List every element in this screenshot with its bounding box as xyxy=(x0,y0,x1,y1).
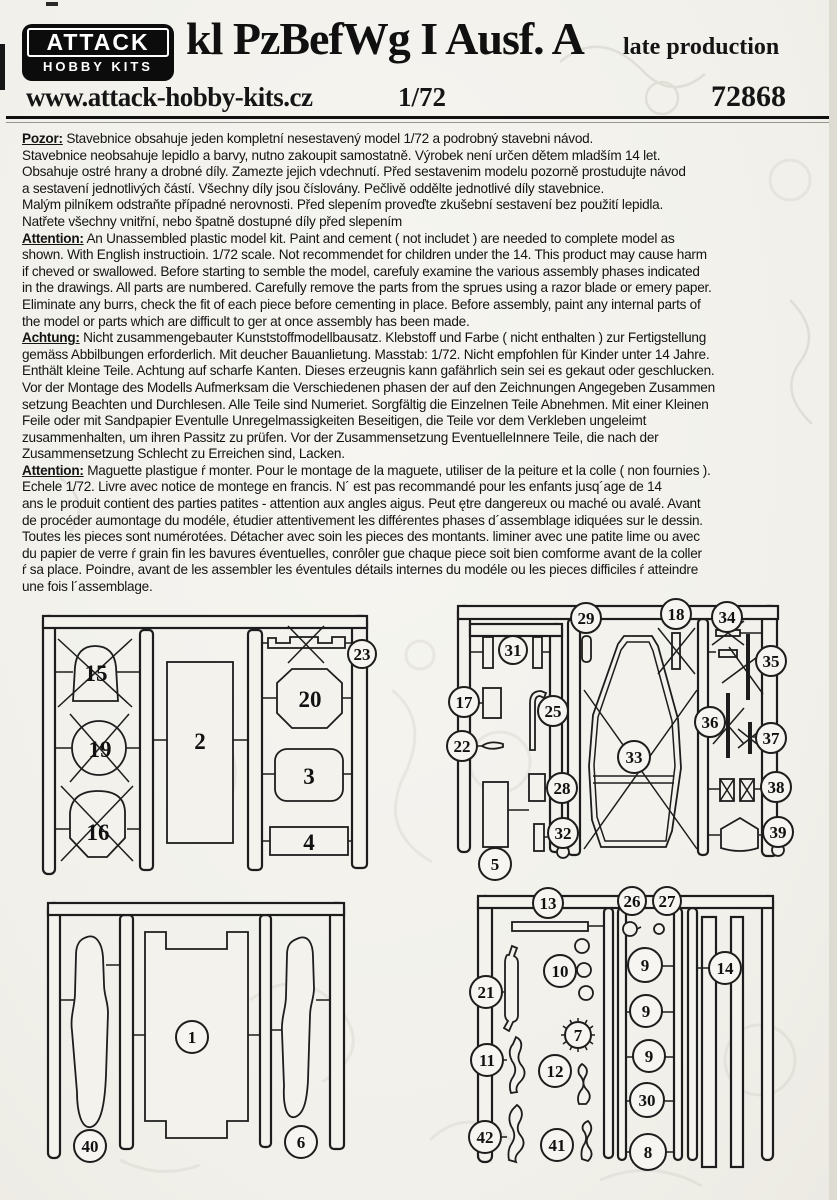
part-label-22 xyxy=(447,731,477,761)
logo-hobby-kits-text: HOBBY KITS xyxy=(43,59,153,74)
text-line: Obsahuje ostré hrany a drobné díly. Zamezte jejich vdechnutí. Před sestavenim modelu pozorně prostudujte návod xyxy=(22,164,686,180)
paragraph-lead: Attention: xyxy=(22,462,84,478)
text-line: Vor der Montage des Modells Aufmerksam die Verschiedenen phasen der auf den Zeichnungen Angegeben Zusammen xyxy=(22,379,715,395)
part-label-39 xyxy=(763,817,793,847)
paragraph-lead: Achtung: xyxy=(22,330,80,346)
text-line: ans le produit contient des parties patites - attention aux angles aigus. Peut ętre dangereux ou maché ou avalé. Avant xyxy=(22,496,701,512)
part-13-bar xyxy=(512,922,588,931)
sprue-top-right xyxy=(447,599,793,880)
svg-text:10: 10 xyxy=(551,962,569,981)
part-number-2: 2 xyxy=(194,729,206,754)
svg-text:9: 9 xyxy=(640,956,650,975)
part-7-sprocket xyxy=(561,1018,595,1052)
part-number-4: 4 xyxy=(303,830,315,855)
svg-text:23: 23 xyxy=(353,645,371,664)
sprue-top-left xyxy=(43,616,376,874)
part-26-27-small xyxy=(623,922,664,936)
svg-text:41: 41 xyxy=(548,1136,566,1155)
text-line: Echele 1/72. Livre avec notice de montege en francis. N´ est pas recommandé pour les enfants jusq´age de 14 xyxy=(22,479,662,495)
text-line: Attention: An Unassembled plastic model kit. Paint and cement ( not includet ) are needed to complete model as xyxy=(22,230,675,246)
svg-text:22: 22 xyxy=(453,737,471,756)
text-line: ŕ sa place. Poindre, avant de les assembler les éventules détails internes du modéle ou les pieces difficiles ŕ atteindre xyxy=(22,562,699,578)
part-label-35 xyxy=(756,646,786,676)
text-line: Enthält kleine Teile. Achtung auf scharfe Kanten. Dieses erzeugnis kann gafährlich sein sei es gekaut oder geschlucken. xyxy=(22,363,715,379)
part-label-13 xyxy=(533,888,563,918)
text-line: zusammenhalten, um ihren Passitz zu prüfen. Vor der Zusammensetzung EventuelleInnere Teile, die nach der xyxy=(22,429,659,445)
svg-text:38: 38 xyxy=(767,778,785,797)
part-19 xyxy=(70,714,129,782)
scan-artifact-mark xyxy=(0,44,5,90)
sprue-bottom-left xyxy=(48,903,344,1162)
svg-text:39: 39 xyxy=(769,823,787,842)
part-label-32 xyxy=(548,818,578,848)
text-line: une fois l´assemblage. xyxy=(22,579,153,595)
part-label-9a xyxy=(628,948,662,982)
part-label-23 xyxy=(348,640,376,668)
scan-artifact-mark xyxy=(46,2,58,6)
part-label-28 xyxy=(547,773,577,803)
text-line: Malým pilníkem odstraňte případné nerovnosti. Před slepením proveďte zkušební sestavení bez použití lepidla. xyxy=(22,197,664,213)
header-rule-shadow xyxy=(6,122,830,123)
attack-hobby-kits-logo xyxy=(22,24,174,81)
logo-attack-text: ATTACK xyxy=(27,28,169,57)
kit-subtitle: late production xyxy=(623,34,780,60)
svg-text:25: 25 xyxy=(544,702,562,721)
svg-text:11: 11 xyxy=(478,1051,496,1070)
text-line: Zusammensetzung Schlecht zu Erreichen sind, Lacken. xyxy=(22,446,345,462)
part-4 xyxy=(270,827,348,855)
part-label-42 xyxy=(469,1121,501,1153)
kit-scale: 1/72 xyxy=(398,82,447,112)
text-line: Eliminate any burrs, check the fit of each piece before cementing in place. Before assembly, paint any internal parts of xyxy=(22,296,701,312)
part-label-29 xyxy=(571,603,601,633)
part-label-37 xyxy=(756,723,786,753)
svg-text:7: 7 xyxy=(573,1026,583,1045)
instruction-text xyxy=(22,131,828,596)
part-5 xyxy=(483,782,508,847)
svg-text:1: 1 xyxy=(187,1028,197,1047)
part-label-5 xyxy=(479,848,511,880)
part-29 xyxy=(582,636,591,662)
text-line: Pozor: Stavebnice obsahuje jeden kompletní nesestavený model 1/72 a podrobný stavebni návod. xyxy=(22,131,593,146)
text-line: Natřete všechny vnitřní, nebo špatně dostupné díly před slepením xyxy=(22,213,402,229)
part-17 xyxy=(483,688,501,718)
text-line: gemäss Abbilbungen erforderlich. Mit deucher Bauanlietung. Masstab: 1/72. Nicht empfohlen für Kinder unter 14 Jahre. xyxy=(22,346,710,362)
text-line: if cheved or swallowed. Before starting to semble the model, carefuly examine the various assembly phases indicated xyxy=(22,263,700,279)
svg-text:31: 31 xyxy=(504,641,522,660)
part-number-15: 15 xyxy=(84,661,108,686)
text-line: shown. With English instructioin. 1/72 scale. Not recommendet for children under the 14. This product may cause harm xyxy=(22,247,707,263)
kit-number: 72868 xyxy=(711,80,786,113)
part-label-12 xyxy=(539,1055,571,1087)
part-label-1 xyxy=(176,1021,208,1053)
svg-text:33: 33 xyxy=(625,748,643,767)
part-23-comb xyxy=(268,626,345,663)
svg-text:36: 36 xyxy=(701,713,719,732)
part-label-30 xyxy=(630,1083,664,1117)
part-41 xyxy=(581,1121,591,1161)
paragraph-german xyxy=(22,330,828,463)
part-label-41 xyxy=(541,1129,573,1161)
part-label-10 xyxy=(544,955,576,987)
part-20 xyxy=(277,669,342,728)
text-line: Stavebnice neobsahuje lepidlo a barvy, nutno zakoupit samostatně. Výrobek není určen dětem mladším 14 let. xyxy=(22,147,661,163)
part-2 xyxy=(167,662,233,843)
kit-title: kl PzBefWg I Ausf. A xyxy=(186,13,584,64)
svg-text:5: 5 xyxy=(490,855,500,874)
text-line: Achtung: Nicht zusammengebauter Kunststoffmodellbausatz. Klebstoff und Farbe ( nicht enthalten ) zur Fertigstellung xyxy=(22,330,707,346)
paragraph-french xyxy=(22,463,828,596)
part-label-33 xyxy=(618,741,650,773)
svg-text:37: 37 xyxy=(762,729,780,748)
text-line: Feile oder mit Sandpapier Eventulle Unregelmassigkeiten Beseitigen, die Teile vor dem Verkleben ungeleimt xyxy=(22,413,647,429)
part-22 xyxy=(482,742,503,748)
paragraph-czech xyxy=(22,131,828,231)
sprue-diagrams xyxy=(0,598,837,1200)
part-label-9b xyxy=(630,995,662,1027)
paragraph-lead: Attention: xyxy=(22,230,84,246)
svg-text:9: 9 xyxy=(641,1002,651,1021)
scan-edge-shadow xyxy=(829,0,837,1200)
text-line: du papier de verre ŕ grain fin les bavures éventuelles, conrôler gue chaque piece soit bien comforme avant de la coller xyxy=(22,545,702,561)
part-label-8 xyxy=(630,1134,666,1170)
svg-text:9: 9 xyxy=(644,1047,654,1066)
text-line: Toutes les pieces sont numérotées. Détacher avec soin les pieces des montants. liminer avec une patite lime ou avec xyxy=(22,529,700,545)
part-38 xyxy=(720,779,754,801)
part-number-16: 16 xyxy=(86,820,110,845)
text-line: a sestavení jednotlivých částí. Všechny díly jsou číslovány. Pečlivě oddělte jednotlivé díly stavebnice. xyxy=(22,180,605,196)
svg-text:34: 34 xyxy=(718,608,736,627)
svg-text:30: 30 xyxy=(638,1091,656,1110)
part-label-40 xyxy=(74,1130,106,1162)
text-line: de procéder aumontage du modéle, étudier attentivement les différentes phases d´assemblage idiquées sur le dessin. xyxy=(22,512,703,528)
part-number-20: 20 xyxy=(298,687,322,712)
paragraph-english xyxy=(22,231,828,331)
part-number-19: 19 xyxy=(88,737,112,762)
svg-text:6: 6 xyxy=(296,1133,306,1152)
part-11 xyxy=(510,1037,525,1093)
part-label-17 xyxy=(449,687,479,717)
part-label-31 xyxy=(499,636,527,664)
svg-text:13: 13 xyxy=(539,894,557,913)
part-label-26 xyxy=(618,887,646,915)
part-label-11 xyxy=(471,1044,503,1076)
text-line: the model or parts which are difficult to ger at once assembly has been made. xyxy=(22,313,470,329)
svg-text:26: 26 xyxy=(623,892,641,911)
part-label-6 xyxy=(285,1126,317,1158)
part-label-27 xyxy=(653,887,681,915)
part-28 xyxy=(529,774,545,801)
part-21 xyxy=(504,946,518,1031)
part-16 xyxy=(61,786,133,861)
part-label-38 xyxy=(761,772,791,802)
part-12 xyxy=(578,1064,590,1104)
svg-text:28: 28 xyxy=(553,779,571,798)
text-line: Attention: Maguette plastigue ŕ monter. Pour le montage de la maguete, utiliser de la peiture et la colle ( non fournies ). xyxy=(22,462,711,478)
svg-text:14: 14 xyxy=(716,959,734,978)
svg-text:35: 35 xyxy=(762,652,780,671)
part-label-9c xyxy=(633,1040,665,1072)
part-18 xyxy=(658,628,695,674)
part-15 xyxy=(58,639,132,707)
svg-text:21: 21 xyxy=(477,983,495,1002)
svg-text:29: 29 xyxy=(577,609,595,628)
svg-text:17: 17 xyxy=(455,693,473,712)
svg-text:8: 8 xyxy=(643,1143,653,1162)
part-label-21 xyxy=(470,976,502,1008)
part-label-25 xyxy=(538,696,568,726)
part-3 xyxy=(275,749,343,801)
sprue-bottom-right xyxy=(469,887,773,1170)
part-6 xyxy=(282,937,314,1117)
part-label-36 xyxy=(695,707,725,737)
svg-text:27: 27 xyxy=(658,892,676,911)
text-line: setzung Beachten und Durchlesen. Alle Teile sind Numeriet. Sorgfältig die Einzelnen Teile Abnehmen. Mit einer Kleinen xyxy=(22,396,709,412)
paragraph-lead: Pozor: xyxy=(22,131,63,146)
svg-text:18: 18 xyxy=(667,605,685,624)
part-label-14 xyxy=(709,952,741,984)
svg-text:42: 42 xyxy=(476,1128,494,1147)
part-42 xyxy=(508,1105,523,1162)
part-label-34 xyxy=(712,602,742,632)
header-rule xyxy=(6,116,830,119)
part-40 xyxy=(72,936,108,1127)
text-line: in the drawings. All parts are numbered. Carefully remove the parts from the sprues using a razor blade or emery paper. xyxy=(22,280,712,296)
svg-text:12: 12 xyxy=(546,1062,564,1081)
part-label-18 xyxy=(661,599,691,629)
svg-text:40: 40 xyxy=(81,1137,99,1156)
svg-text:32: 32 xyxy=(554,824,572,843)
website-url: www.attack-hobby-kits.cz xyxy=(26,82,313,112)
part-number-3: 3 xyxy=(303,764,315,789)
part-10-rivets xyxy=(575,939,593,1000)
